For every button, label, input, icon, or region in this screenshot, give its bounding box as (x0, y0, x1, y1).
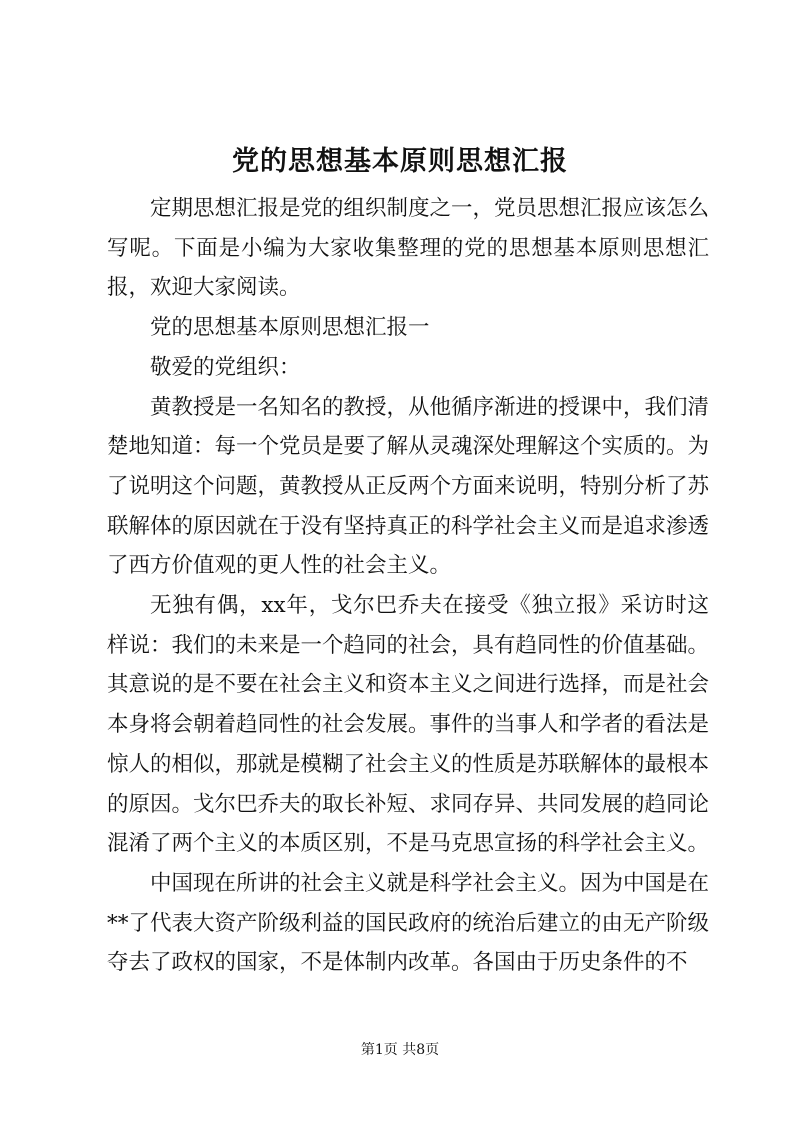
paragraph-body-2: 无独有偶，xx年，戈尔巴乔夫在接受《独立报》采访时这样说：我们的未来是一个趋同的社会，具有趋同性的价值基础。其意说的是不要在社会主义和资本主义之间进行选择，而是社会本身将会朝着趋同性的社会发展。事件的当事人和学者的看法是惊人的相似，那就是模糊了社会主义的性质是苏联解体的最根本的原因。戈尔巴乔夫的取长补短、求同存异、共同发展的趋同论混淆了两个主义的本质区别，不是马克思宣扬的科学社会主义。 (107, 593, 710, 857)
paragraph-body-1: 黄教授是一名知名的教授，从他循序渐进的授课中，我们清楚地知道：每一个党员是要了解从灵魂深处理解这个实质的。为了说明这个问题，黄教授从正反两个方面来说明，特别分析了苏联解体的原因就在于没有坚持真正的科学社会主义而是追求渗透了西方价值观的更人性的社会主义。 (107, 394, 710, 579)
paragraph-intro: 定期思想汇报是党的组织制度之一，党员思想汇报应该怎么写呢。下面是小编为大家收集整理的党的思想基本原则思想汇报，欢迎大家阅读。 (107, 196, 710, 301)
document-body (107, 189, 709, 983)
paragraph-body-3: 中国现在所讲的社会主义就是科学社会主义。因为中国是在**了代表大资产阶级利益的国民政府的统治后建立的由无产阶级夺去了政权的国家，不是体制内改革。各国由于历史条件的不 (107, 870, 710, 976)
paragraph-subtitle: 党的思想基本原则思想汇报一 (150, 315, 430, 341)
paragraph-salutation: 敬爱的党组织： (150, 354, 301, 380)
page-footer: 第1页 共8页 (360, 1042, 440, 1058)
document-title: 党的思想基本原则思想汇报 (232, 146, 568, 177)
